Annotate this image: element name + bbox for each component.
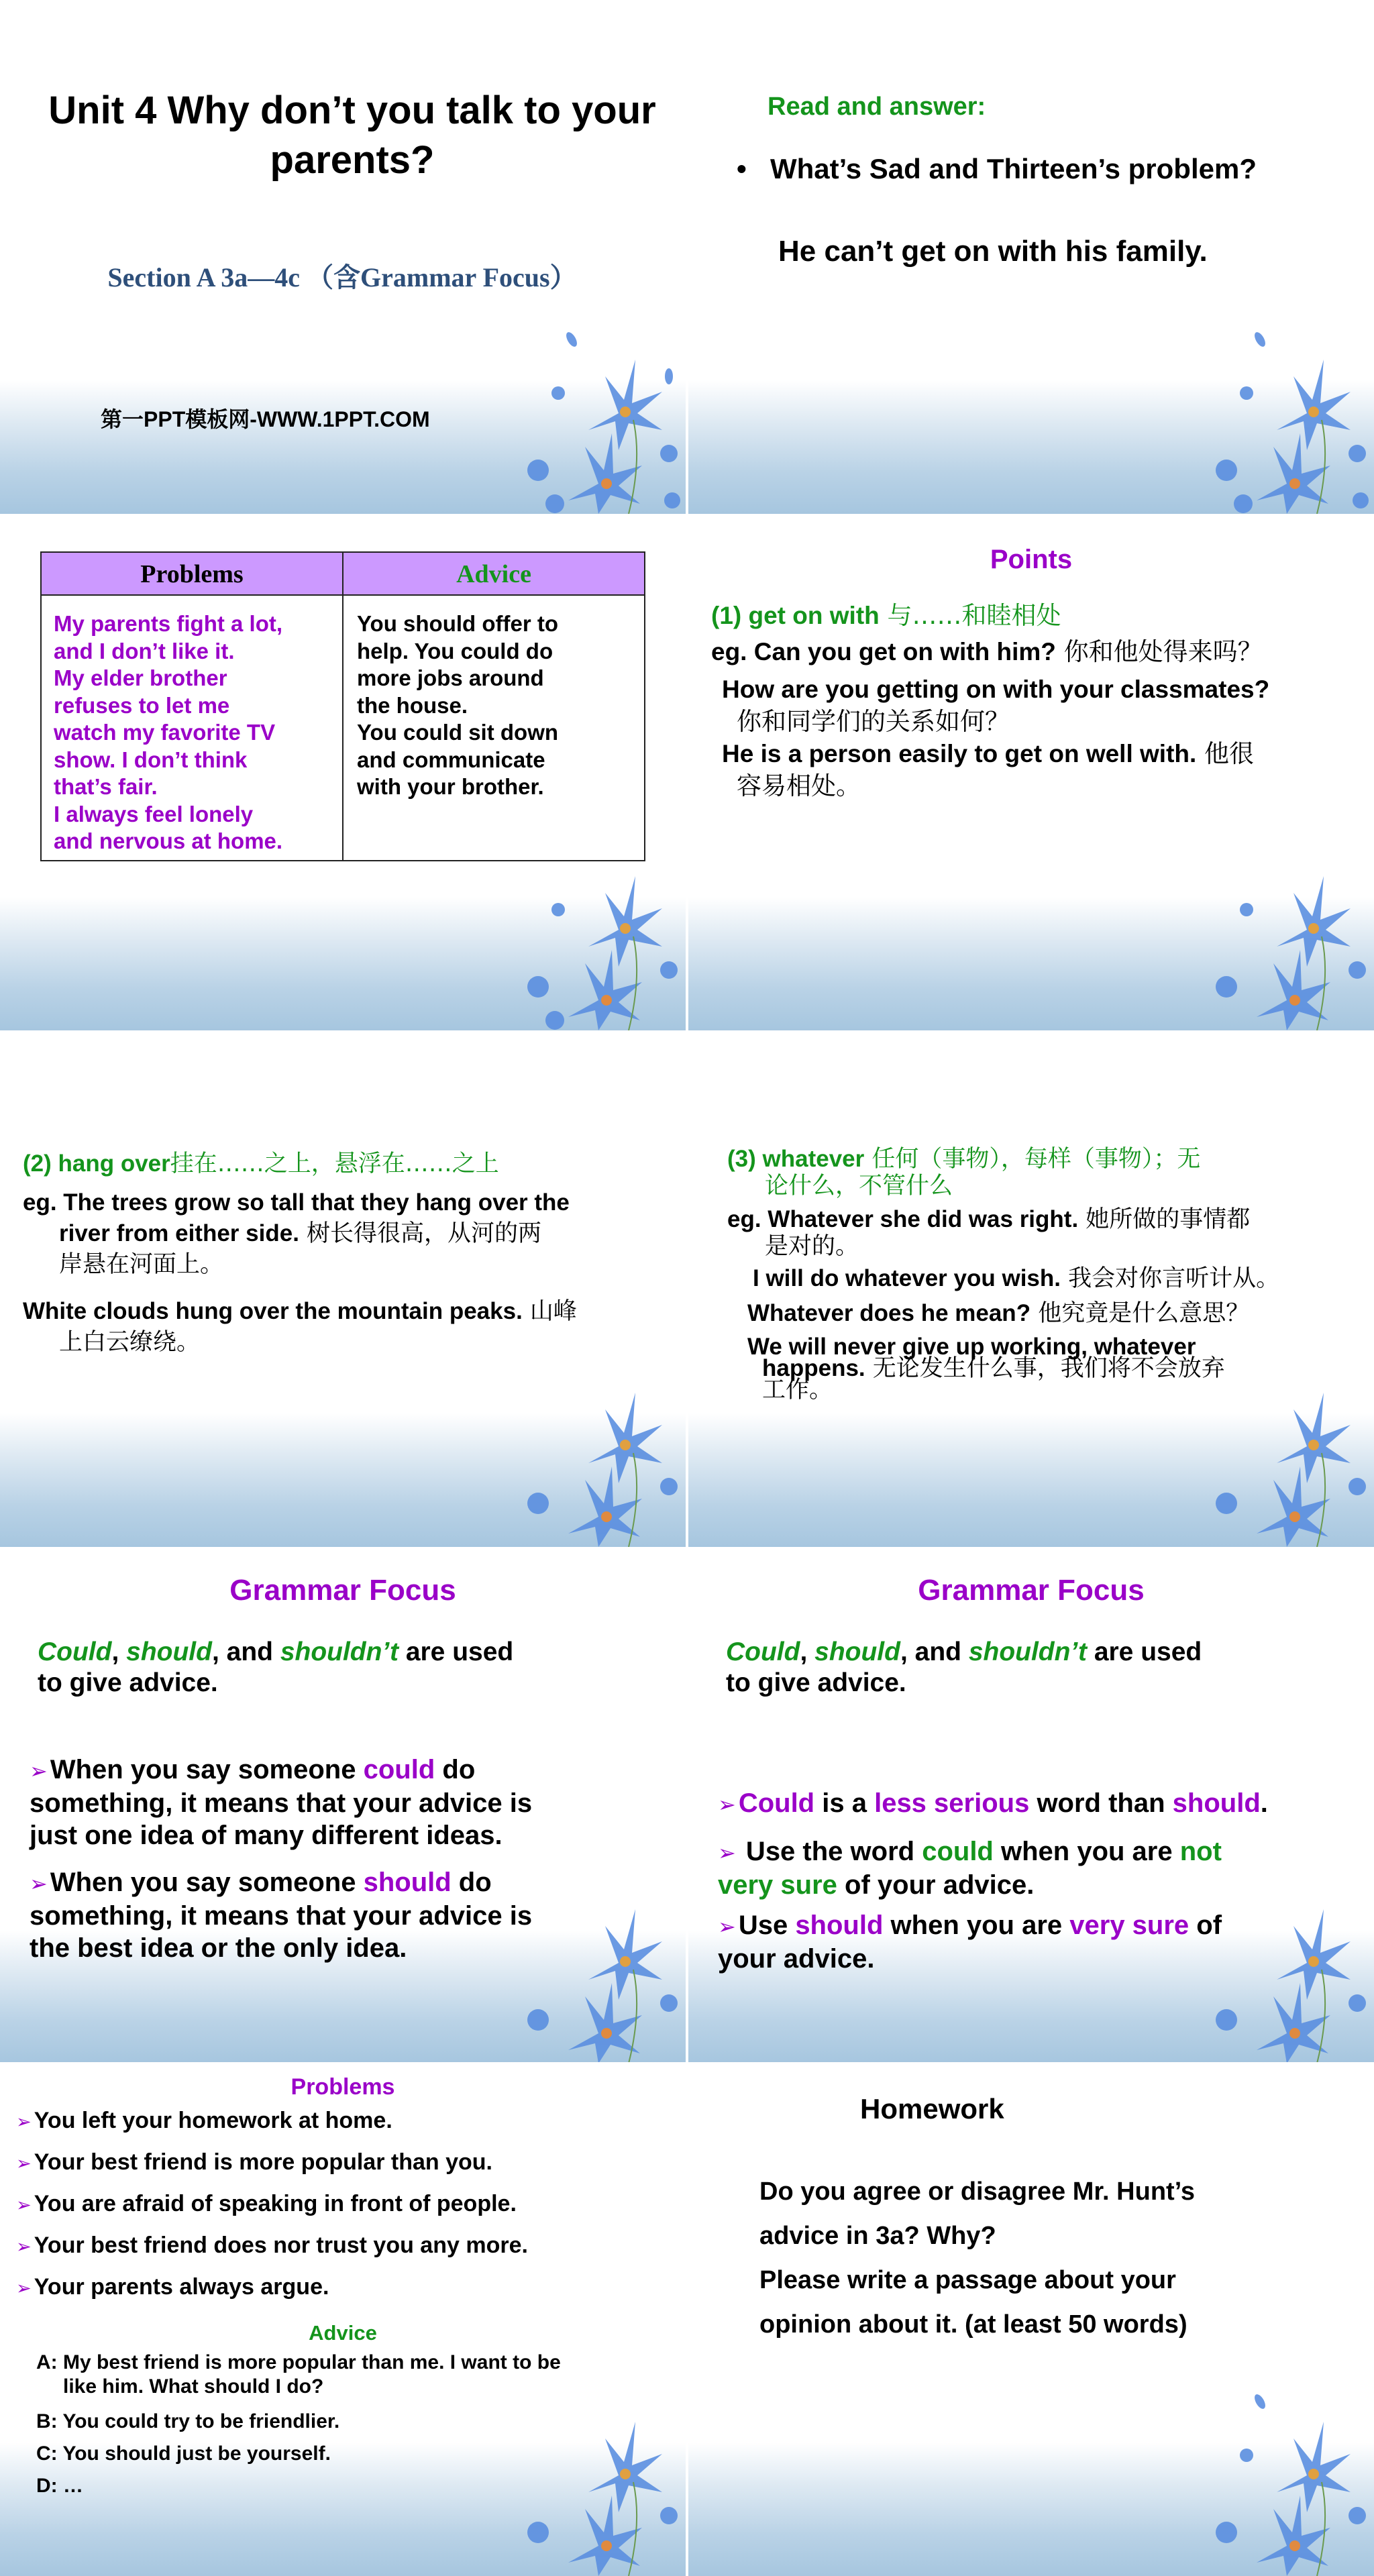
phrase-cn: 与……和睦相处 (879, 601, 1061, 630)
cell-line: with your brother. (357, 774, 544, 799)
grammar-intro (726, 1637, 1357, 1699)
cell-line: and communicate (357, 747, 545, 772)
slide-10-homework (688, 2062, 1374, 2576)
arrow-bullet-icon: ➢ (718, 1915, 736, 1939)
example-en: happens. (762, 1355, 865, 1381)
cell-line: My parents fight a lot, (54, 611, 283, 636)
dialog-text: like him. What should I do? (63, 2375, 324, 2398)
text: is a (814, 1788, 875, 1818)
slide-7-grammar-focus (0, 1550, 686, 2063)
text: Use the word (738, 1837, 922, 1866)
phrase-heading (23, 1148, 499, 1179)
problem-item (16, 2191, 517, 2217)
arrow-bullet-icon: ➢ (718, 1792, 736, 1817)
text: , and (900, 1638, 969, 1666)
example-cn: 我会对你言听计从。 (1060, 1265, 1280, 1292)
grammar-bullet-2 (718, 1835, 1362, 1901)
cell-line: the house. (357, 692, 468, 718)
text: when you are (883, 1911, 1070, 1940)
column-header-advice: Advice (456, 560, 531, 588)
column-header-problems: Problems (140, 560, 244, 588)
cell-line: I always feel lonely (54, 801, 254, 826)
problems-cell (54, 610, 342, 855)
phrase-cn: 论什么，不管什么 (765, 1173, 953, 1199)
slide-8-grammar-focus (688, 1550, 1374, 2063)
blue-flowers-icon (1206, 1346, 1374, 1547)
problem-text: Your best friend is more popular than you. (34, 2149, 493, 2175)
blue-flowers-icon (518, 1346, 686, 1547)
cell-line: and nervous at home. (54, 828, 283, 853)
text: something, it means that your advice is (30, 1788, 533, 1818)
blue-flowers-icon (518, 2375, 686, 2576)
example-1 (23, 1187, 570, 1280)
grammar-intro (38, 1637, 668, 1699)
text: When you say someone (50, 1868, 364, 1897)
grammar-bullet-2 (30, 1866, 674, 1964)
cell-line: watch my favorite TV (54, 720, 276, 745)
blue-flowers-icon (1206, 829, 1374, 1030)
arrow-bullet-icon: ➢ (718, 1841, 736, 1865)
dialog-text: A: My best friend is more popular than me. I want to be (36, 2351, 561, 2373)
example-1 (727, 1206, 1250, 1260)
slide-9-problems-advice-practice (0, 2062, 686, 2576)
keyword: less serious (874, 1788, 1030, 1818)
example-en: eg. Whatever she did was right. (727, 1206, 1079, 1232)
example-cn: 是对的。 (765, 1233, 859, 1260)
keyword: shouldn’t (280, 1638, 399, 1666)
slide-5-hang-over (0, 1033, 686, 1547)
example-en: Whatever does he mean? (747, 1300, 1031, 1326)
lesson-title: Unit 4 Why don’t you talk to your parents? (48, 89, 656, 182)
blue-flowers-icon (1206, 313, 1374, 514)
problem-text: You are afraid of speaking in front of people. (34, 2191, 517, 2216)
cell-line: more jobs around (357, 665, 544, 690)
example-en: I will do whatever you wish. (753, 1265, 1061, 1291)
cell-line: You could sit down (357, 720, 559, 745)
example-cn: 你和同学们的关系如何？ (737, 707, 1010, 736)
example-en: river from either side. (59, 1220, 299, 1246)
arrow-bullet-icon: ➢ (30, 1759, 48, 1783)
keyword: should (795, 1911, 884, 1940)
example-cn: 容易相处。 (737, 771, 861, 800)
text: to give advice. (726, 1668, 906, 1697)
problems-advice-table (40, 551, 645, 861)
keyword: Could (738, 1788, 815, 1818)
example-3 (747, 1300, 1249, 1327)
problem-text: Your best friend does nor trust you any more. (34, 2233, 528, 2258)
arrow-bullet-icon: ➢ (16, 2194, 32, 2215)
example-2 (722, 674, 1269, 738)
example-en: White clouds hung over the mountain peaks. (23, 1298, 523, 1324)
text: your advice. (718, 1944, 875, 1974)
example-2 (23, 1296, 577, 1358)
text: , (800, 1638, 815, 1666)
text: When you say someone (50, 1755, 364, 1784)
text: word than (1029, 1788, 1173, 1818)
grammar-bullet-3 (718, 1909, 1362, 1975)
example-cn: 岸悬在河面上。 (59, 1251, 224, 1278)
question (737, 153, 1257, 185)
homework-body (759, 2169, 1269, 2347)
example-cn: 上白云缭绕。 (59, 1329, 201, 1356)
text: . (1260, 1788, 1268, 1818)
phrase-cn: 挂在……之上，悬浮在……之上 (170, 1150, 499, 1177)
homework-line: Please write a passage about your (759, 2266, 1176, 2294)
text: when you are (993, 1837, 1180, 1866)
problem-item (16, 2108, 392, 2134)
slide-title: Grammar Focus (229, 1574, 456, 1607)
column-divider (342, 553, 344, 860)
keyword: Could (38, 1638, 112, 1666)
text: Use (738, 1911, 796, 1940)
example-4 (747, 1336, 1225, 1401)
homework-line: opinion about it. (at least 50 words) (759, 2310, 1187, 2339)
problem-item (16, 2274, 329, 2300)
example-cn: 他很 (1196, 739, 1255, 768)
text: just one idea of many different ideas. (30, 1821, 503, 1850)
text: , and (211, 1638, 280, 1666)
grammar-bullet-1 (718, 1787, 1362, 1821)
example-cn: 无论发生什么事，我们将不会放弃 (865, 1355, 1225, 1382)
text: of your advice. (837, 1870, 1035, 1900)
blue-flowers-icon (518, 313, 686, 514)
cell-line: You should offer to (357, 611, 559, 636)
keyword: should (1172, 1788, 1261, 1818)
slide-2-read-and-answer (688, 0, 1374, 514)
example-en: He is a person easily to get on well with. (722, 740, 1197, 767)
problem-item (16, 2149, 492, 2176)
keyword: should (814, 1638, 900, 1666)
phrase-cn: 任何（事物），每样（事物）；无 (864, 1146, 1201, 1173)
example-cn: 他究竟是什么意思？ (1030, 1300, 1250, 1327)
keyword: shouldn’t (968, 1638, 1087, 1666)
bullet-icon: • (737, 153, 747, 184)
homework-title: Homework (860, 2093, 1004, 2125)
cell-line: My elder brother (54, 665, 227, 690)
dialog-a (36, 2351, 561, 2399)
arrow-bullet-icon: ➢ (30, 1872, 48, 1896)
blue-flowers-icon (1206, 2375, 1374, 2576)
text: to give advice. (38, 1668, 218, 1697)
keyword: could (363, 1755, 435, 1784)
keyword: Could (726, 1638, 800, 1666)
keyword: could (922, 1837, 994, 1866)
answer: He can’t get on with his family. (778, 235, 1208, 268)
example-cn: 你和他处得来吗？ (1055, 637, 1263, 666)
text: are used (1086, 1638, 1202, 1666)
example-cn: 工作。 (762, 1377, 833, 1403)
text: are used (398, 1638, 514, 1666)
example-en: eg. Can you get on with him? (711, 638, 1056, 665)
arrow-bullet-icon: ➢ (16, 2153, 32, 2174)
phrase-en: (2) hang over (23, 1150, 170, 1177)
problem-item (16, 2233, 528, 2259)
example-3 (722, 738, 1254, 802)
problem-text: You left your homework at home. (34, 2108, 392, 2133)
phrase-heading (727, 1146, 1200, 1199)
keyword: should (363, 1868, 452, 1897)
arrow-bullet-icon: ➢ (16, 2111, 32, 2132)
example-1 (711, 636, 1263, 668)
phrase-heading (711, 600, 1061, 632)
slide-title: Grammar Focus (918, 1574, 1145, 1607)
advice-title: Advice (309, 2321, 377, 2345)
slide-title: Points (990, 545, 1073, 574)
cell-line: refuses to let me (54, 692, 230, 718)
keyword: not (1179, 1837, 1222, 1866)
dialog-b: B: You could try to be friendlier. (36, 2410, 340, 2432)
example-cn: 山峰 (522, 1298, 577, 1325)
text: do (435, 1755, 476, 1784)
slide-4-points-get-on-with (688, 517, 1374, 1030)
slide-6-whatever (688, 1033, 1374, 1547)
arrow-bullet-icon: ➢ (16, 2236, 32, 2257)
cell-line: and I don’t like it. (54, 638, 235, 663)
example-cn: 树长得很高，从河的两 (299, 1220, 542, 1247)
problems-title: Problems (290, 2074, 395, 2100)
section-subtitle: Section A 3a—4c （含Grammar Focus） (107, 262, 577, 292)
grammar-bullet-1 (30, 1754, 674, 1851)
site-watermark: 第一PPT模板网-WWW.1PPT.COM (101, 407, 430, 431)
text: the best idea or the only idea. (30, 1933, 407, 1963)
phrase-en: (1) get on with (711, 602, 880, 629)
example-2 (753, 1265, 1279, 1292)
dialog-c: C: You should just be yourself. (36, 2443, 331, 2465)
phrase-en: (3) whatever (727, 1146, 865, 1172)
keyword: very sure (1069, 1911, 1190, 1940)
advice-cell (357, 610, 639, 801)
example-cn: 她所做的事情都 (1078, 1206, 1251, 1233)
slide-3-problems-advice-table (0, 517, 686, 1030)
example-en: eg. The trees grow so tall that they hang over the (23, 1189, 570, 1216)
cell-line: help. You could do (357, 638, 553, 663)
keyword: very sure (718, 1870, 837, 1900)
homework-line: Do you agree or disagree Mr. Hunt’s (759, 2178, 1195, 2206)
arrow-bullet-icon: ➢ (16, 2277, 32, 2298)
text: do (451, 1868, 492, 1897)
keyword: should (126, 1638, 212, 1666)
cell-line: that’s fair. (54, 774, 158, 799)
example-en: How are you getting on with your classmates? (722, 676, 1270, 703)
text: of (1189, 1911, 1222, 1940)
problem-text: Your parents always argue. (34, 2274, 329, 2300)
text: , (111, 1638, 127, 1666)
homework-line: advice in 3a? Why? (759, 2222, 996, 2250)
example-en: We will never give up working, whatever (747, 1334, 1196, 1360)
dialog-d: D: … (36, 2475, 83, 2497)
question-text: What’s Sad and Thirteen’s problem? (770, 153, 1257, 184)
text: something, it means that your advice is (30, 1901, 533, 1931)
slide-1-title (0, 0, 686, 514)
cell-line: show. I don’t think (54, 747, 248, 772)
section-heading: Read and answer: (768, 93, 986, 121)
